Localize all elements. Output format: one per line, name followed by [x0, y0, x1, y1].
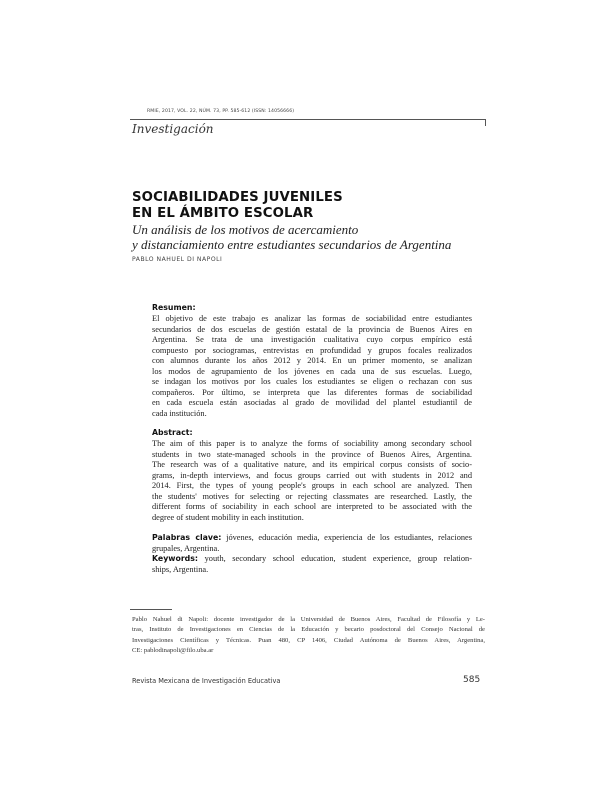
abstract-line: students in two state-managed schools in the province of Buenos Aires, Argentina.: [152, 449, 472, 459]
article-title-line: EN EL ÁMBITO ESCOLAR: [132, 205, 314, 221]
abstract-section: [152, 428, 472, 523]
footnote-rule: [130, 609, 172, 610]
abstract-line: 2014. First, the types of young people's groups in each school are analyzed. Then: [152, 481, 472, 491]
article-title-line: SOCIABILIDADES JUVENILES: [132, 190, 343, 205]
resumen-line: con alumnos durante los años 2012 y 2014. En un primer momento, se analizan: [152, 356, 472, 366]
keywords-en-line: ships, Argentina.: [152, 564, 209, 574]
resumen-line: compañeros. Por último, se interpreta que las diferentes formas de sociabilidad: [152, 387, 472, 397]
keywords-en-text: youth, secondary school education, student experience, group relation-: [198, 554, 472, 564]
abstract-heading: Abstract:: [152, 428, 193, 437]
footnote-line: CE: pablodinapoli@filo.uba.ar: [132, 647, 214, 655]
abstract-line: The research was of a qualitative nature, and its empirical corpus consists of socio-: [152, 460, 472, 470]
author-footnote: [132, 615, 485, 657]
footnote-line: Investigaciones Científicas y Técnicas. Puan 480, CP 1406, Ciudad Autónoma de Buenos Aires, Argentina,: [132, 636, 485, 644]
section-label: Investigación: [132, 122, 214, 136]
footnote-line: Pablo Nahuel di Napoli: docente investigador de la Universidad de Buenos Aires, Facultad de Filosofía y Le-: [132, 616, 485, 623]
resumen-line: secundarios de dos escuelas de gestión estatal de la provincia de Buenos Aires en: [152, 324, 472, 334]
keywords-es-text: jóvenes, educación media, experiencia de los estudiantes, relaciones: [221, 533, 472, 542]
resumen-body: [152, 314, 472, 419]
resumen-line: El objetivo de este trabajo es analizar las formas de sociabilidad entre estudiantes: [152, 314, 472, 323]
resumen-section: [152, 303, 472, 419]
footnote-line: tras, Instituto de Investigaciones en Ciencias de la Educación y becario posdoctoral del Consejo Nacional de: [132, 626, 485, 634]
keywords-es-line: grupales, Argentina.: [152, 543, 220, 553]
resumen-line: Argentina. Se trata de una investigación cualitativa cuyo corpus empírico está: [152, 335, 472, 345]
article-subtitle-line: y distanciamiento entre estudiantes secundarios de Argentina: [132, 236, 452, 252]
article-subtitle: [132, 223, 451, 252]
keywords-es-line: [152, 533, 472, 544]
resumen-heading: Resumen:: [152, 303, 196, 312]
resumen-line: compuesto por sociogramas, entrevistas en profundidad y grupos focales realizados: [152, 345, 472, 355]
section-rule: [130, 119, 485, 120]
abstract-line: the students' motives for selecting or rejecting classmates are researched. Lastly, the: [152, 491, 472, 501]
footer-journal-name: Revista Mexicana de Investigación Educativa: [132, 677, 281, 685]
resumen-line: cada institución.: [152, 408, 207, 418]
section-rule-tick: [485, 119, 486, 126]
resumen-line: se indagan los motivos por los cuales los estudiantes se eligen o rechazan con sus: [152, 377, 472, 387]
abstract-line: The aim of this paper is to analyze the forms of sociability among secondary school: [152, 439, 472, 448]
article-subtitle-line: Un análisis de los motivos de acercamiento: [132, 222, 359, 237]
article-title: [132, 190, 343, 221]
keywords-en-label: Keywords:: [152, 554, 199, 564]
abstract-line: different forms of sociability in each school are interpreted to be associated with the: [152, 502, 472, 512]
abstract-line: degree of student mobility in each institution.: [152, 512, 304, 522]
journal-reference: RMIE, 2017, VOL. 22, NÚM. 73, PP. 585-612 (ISSN: 14056666): [147, 109, 295, 114]
resumen-line: en cada escuela están asociadas al grado de movilidad del plantel estudiantil de: [152, 398, 472, 408]
author-name: PABLO NAHUEL DI NAPOLI: [132, 256, 223, 263]
keywords-section: [152, 533, 472, 575]
abstract-line: grams, in-depth interviews, and focus groups carried out with students in 2012 and: [152, 470, 472, 480]
keywords-en-line: [152, 554, 472, 565]
keywords-es-label: Palabras clave:: [152, 533, 222, 542]
resumen-line: los modos de agrupamiento de los jóvenes en cada una de sus escuelas. Luego,: [152, 366, 472, 376]
abstract-body: [152, 439, 472, 523]
page-number: 585: [463, 675, 481, 685]
